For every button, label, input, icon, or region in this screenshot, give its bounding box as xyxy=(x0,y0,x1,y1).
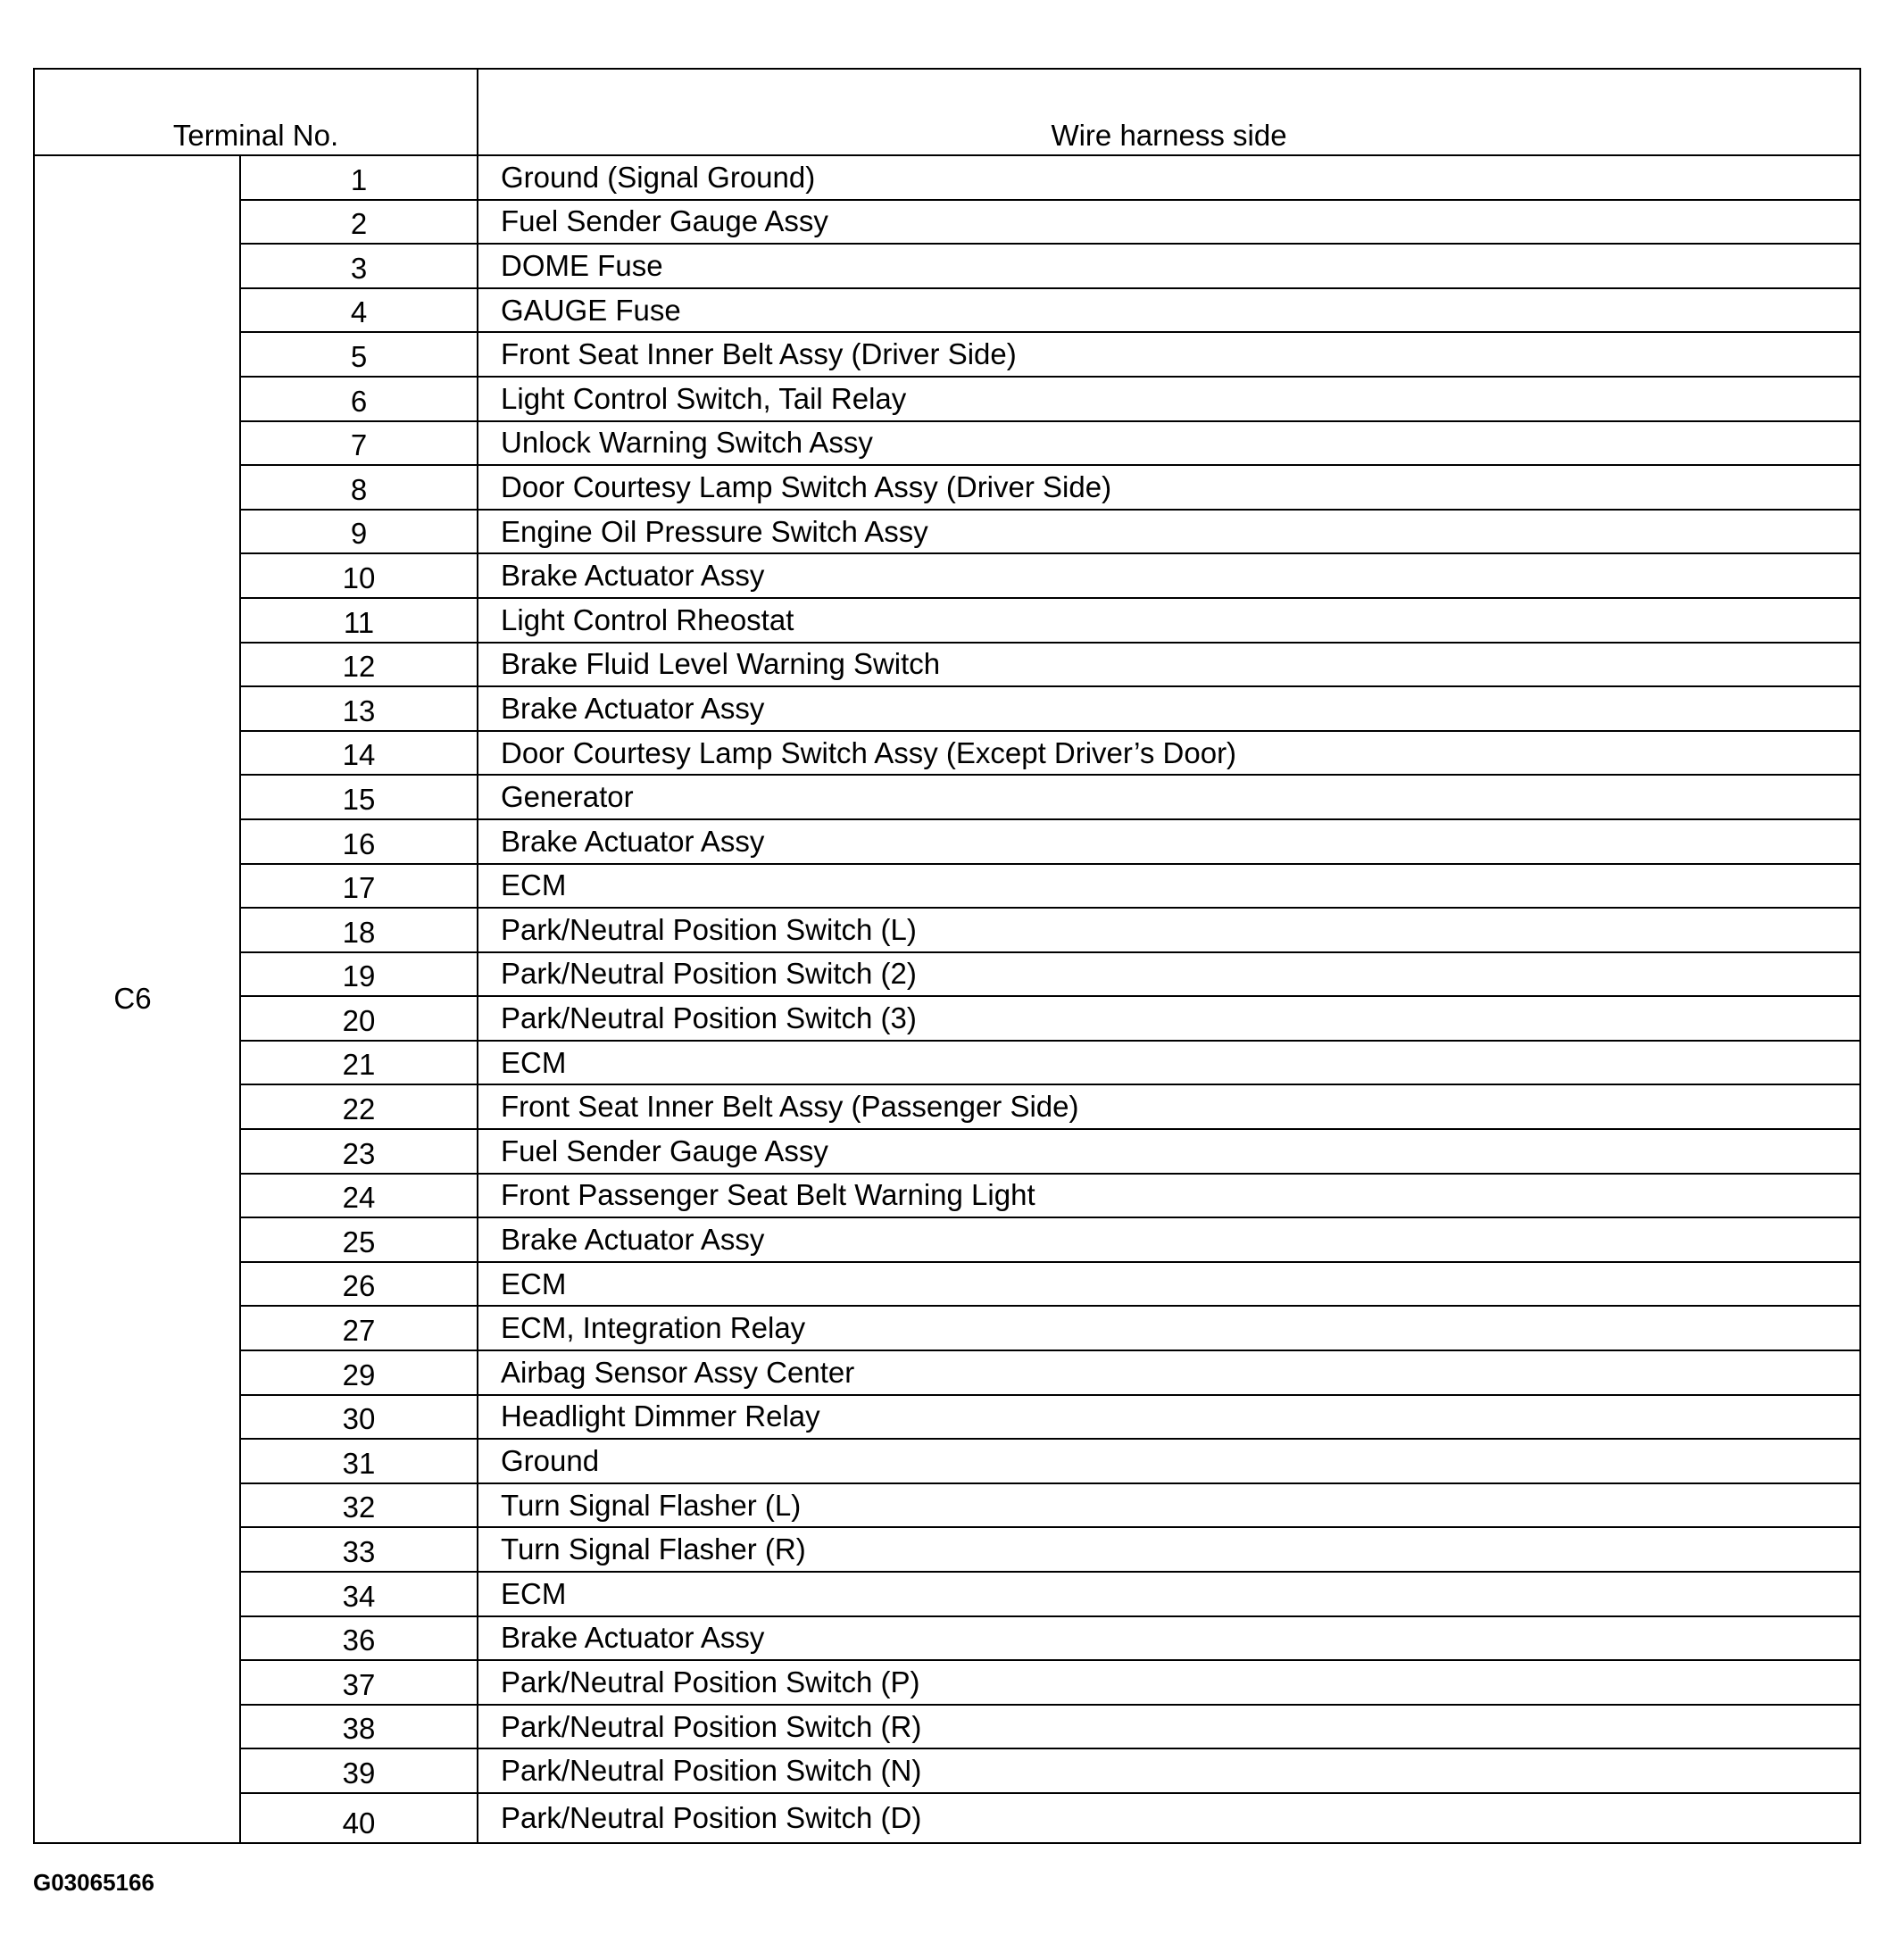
table-row xyxy=(34,775,1860,819)
table-row xyxy=(34,1483,1860,1528)
wire-harness-description: Light Control Switch, Tail Relay xyxy=(478,377,1860,421)
terminal-number: 38 xyxy=(240,1705,478,1749)
wire-harness-description: ECM xyxy=(478,1572,1860,1616)
terminal-number: 37 xyxy=(240,1660,478,1705)
terminal-number: 29 xyxy=(240,1350,478,1395)
wire-harness-description: ECM, Integration Relay xyxy=(478,1306,1860,1350)
wire-harness-description: DOME Fuse xyxy=(478,244,1860,288)
terminal-table xyxy=(33,68,1861,1844)
table-row xyxy=(34,1084,1860,1129)
terminal-number: 21 xyxy=(240,1041,478,1085)
wire-harness-description: ECM xyxy=(478,1041,1860,1085)
terminal-number: 6 xyxy=(240,377,478,421)
wire-harness-description: Park/Neutral Position Switch (L) xyxy=(478,908,1860,952)
table-row xyxy=(34,643,1860,687)
terminal-number: 39 xyxy=(240,1748,478,1793)
table-row xyxy=(34,819,1860,864)
wire-harness-description: Fuel Sender Gauge Assy xyxy=(478,1129,1860,1174)
terminal-number: 9 xyxy=(240,510,478,554)
wire-harness-description: Brake Actuator Assy xyxy=(478,1217,1860,1262)
terminal-number: 40 xyxy=(240,1793,478,1843)
wire-harness-description: Park/Neutral Position Switch (P) xyxy=(478,1660,1860,1705)
table-row xyxy=(34,908,1860,952)
wire-harness-description: Front Passenger Seat Belt Warning Light xyxy=(478,1174,1860,1218)
table-row xyxy=(34,1527,1860,1572)
table-row xyxy=(34,200,1860,245)
wire-harness-description: Headlight Dimmer Relay xyxy=(478,1395,1860,1440)
wire-harness-description: Park/Neutral Position Switch (2) xyxy=(478,952,1860,997)
terminal-number: 1 xyxy=(240,155,478,200)
table-row xyxy=(34,332,1860,377)
terminal-number: 15 xyxy=(240,775,478,819)
figure-code: G03065166 xyxy=(33,1869,154,1896)
table-row xyxy=(34,510,1860,554)
table-row xyxy=(34,731,1860,776)
terminal-number: 16 xyxy=(240,819,478,864)
terminal-number: 18 xyxy=(240,908,478,952)
terminal-number: 31 xyxy=(240,1439,478,1483)
table-row xyxy=(34,1350,1860,1395)
wire-harness-description: Light Control Rheostat xyxy=(478,598,1860,643)
wire-harness-description: Front Seat Inner Belt Assy (Passenger Side) xyxy=(478,1084,1860,1129)
table-row xyxy=(34,553,1860,598)
table-row xyxy=(34,377,1860,421)
terminal-number: 23 xyxy=(240,1129,478,1174)
wire-harness-description: Airbag Sensor Assy Center xyxy=(478,1350,1860,1395)
terminal-number: 5 xyxy=(240,332,478,377)
wire-harness-description: Unlock Warning Switch Assy xyxy=(478,421,1860,466)
wire-harness-description: Brake Actuator Assy xyxy=(478,819,1860,864)
table-row xyxy=(34,864,1860,909)
terminal-no-header: Terminal No. xyxy=(34,69,478,155)
wire-harness-side-header: Wire harness side xyxy=(478,69,1860,155)
wire-harness-description: Brake Actuator Assy xyxy=(478,686,1860,731)
terminal-number: 8 xyxy=(240,465,478,510)
wire-harness-description: Park/Neutral Position Switch (3) xyxy=(478,996,1860,1041)
wire-harness-description: Park/Neutral Position Switch (N) xyxy=(478,1748,1860,1793)
table-body xyxy=(34,155,1860,1843)
table-row xyxy=(34,1262,1860,1307)
wire-harness-description: Park/Neutral Position Switch (D) xyxy=(478,1793,1860,1843)
terminal-number: 26 xyxy=(240,1262,478,1307)
terminal-number: 30 xyxy=(240,1395,478,1440)
wire-harness-description: Ground xyxy=(478,1439,1860,1483)
terminal-number: 34 xyxy=(240,1572,478,1616)
wire-harness-description: Ground (Signal Ground) xyxy=(478,155,1860,200)
terminal-number: 24 xyxy=(240,1174,478,1218)
table-row xyxy=(34,1748,1860,1793)
wire-harness-description: GAUGE Fuse xyxy=(478,288,1860,333)
terminal-number: 12 xyxy=(240,643,478,687)
terminal-number: 36 xyxy=(240,1616,478,1661)
terminal-number: 20 xyxy=(240,996,478,1041)
table-row xyxy=(34,1174,1860,1218)
terminal-number: 17 xyxy=(240,864,478,909)
terminal-number: 11 xyxy=(240,598,478,643)
table-row xyxy=(34,1793,1860,1843)
terminal-number: 3 xyxy=(240,244,478,288)
terminal-number: 25 xyxy=(240,1217,478,1262)
table-row xyxy=(34,996,1860,1041)
terminal-number: 2 xyxy=(240,200,478,245)
table-row xyxy=(34,1395,1860,1440)
terminal-number: 14 xyxy=(240,731,478,776)
wire-harness-description: Park/Neutral Position Switch (R) xyxy=(478,1705,1860,1749)
table-row xyxy=(34,686,1860,731)
table-row xyxy=(34,465,1860,510)
table-row xyxy=(34,1306,1860,1350)
connector-label: C6 xyxy=(34,155,240,1843)
table-row xyxy=(34,288,1860,333)
wire-harness-description: Brake Actuator Assy xyxy=(478,553,1860,598)
terminal-number: 27 xyxy=(240,1306,478,1350)
table-row xyxy=(34,598,1860,643)
table-row xyxy=(34,1660,1860,1705)
wire-harness-description: Fuel Sender Gauge Assy xyxy=(478,200,1860,245)
table-row xyxy=(34,155,1860,200)
table-row xyxy=(34,1217,1860,1262)
terminal-number: 22 xyxy=(240,1084,478,1129)
terminal-number: 4 xyxy=(240,288,478,333)
wire-harness-description: ECM xyxy=(478,1262,1860,1307)
table-header-row xyxy=(34,69,1860,155)
table-row xyxy=(34,1041,1860,1085)
table-row xyxy=(34,952,1860,997)
terminal-number: 33 xyxy=(240,1527,478,1572)
wire-harness-description: Turn Signal Flasher (R) xyxy=(478,1527,1860,1572)
wire-harness-description: Front Seat Inner Belt Assy (Driver Side) xyxy=(478,332,1860,377)
terminal-number: 10 xyxy=(240,553,478,598)
terminal-number: 32 xyxy=(240,1483,478,1528)
wire-harness-description: Brake Fluid Level Warning Switch xyxy=(478,643,1860,687)
wire-harness-description: Turn Signal Flasher (L) xyxy=(478,1483,1860,1528)
wire-harness-description: Door Courtesy Lamp Switch Assy (Driver Side) xyxy=(478,465,1860,510)
wire-harness-description: Generator xyxy=(478,775,1860,819)
table-row xyxy=(34,244,1860,288)
wire-harness-description: Brake Actuator Assy xyxy=(478,1616,1860,1661)
wire-harness-description: ECM xyxy=(478,864,1860,909)
terminal-number: 13 xyxy=(240,686,478,731)
terminal-number: 19 xyxy=(240,952,478,997)
table-row xyxy=(34,1572,1860,1616)
wire-harness-description: Engine Oil Pressure Switch Assy xyxy=(478,510,1860,554)
wire-harness-description: Door Courtesy Lamp Switch Assy (Except Driver’s Door) xyxy=(478,731,1860,776)
table-row xyxy=(34,1439,1860,1483)
table-row xyxy=(34,1129,1860,1174)
table-row xyxy=(34,1705,1860,1749)
table-row xyxy=(34,1616,1860,1661)
table-row xyxy=(34,421,1860,466)
terminal-number: 7 xyxy=(240,421,478,466)
